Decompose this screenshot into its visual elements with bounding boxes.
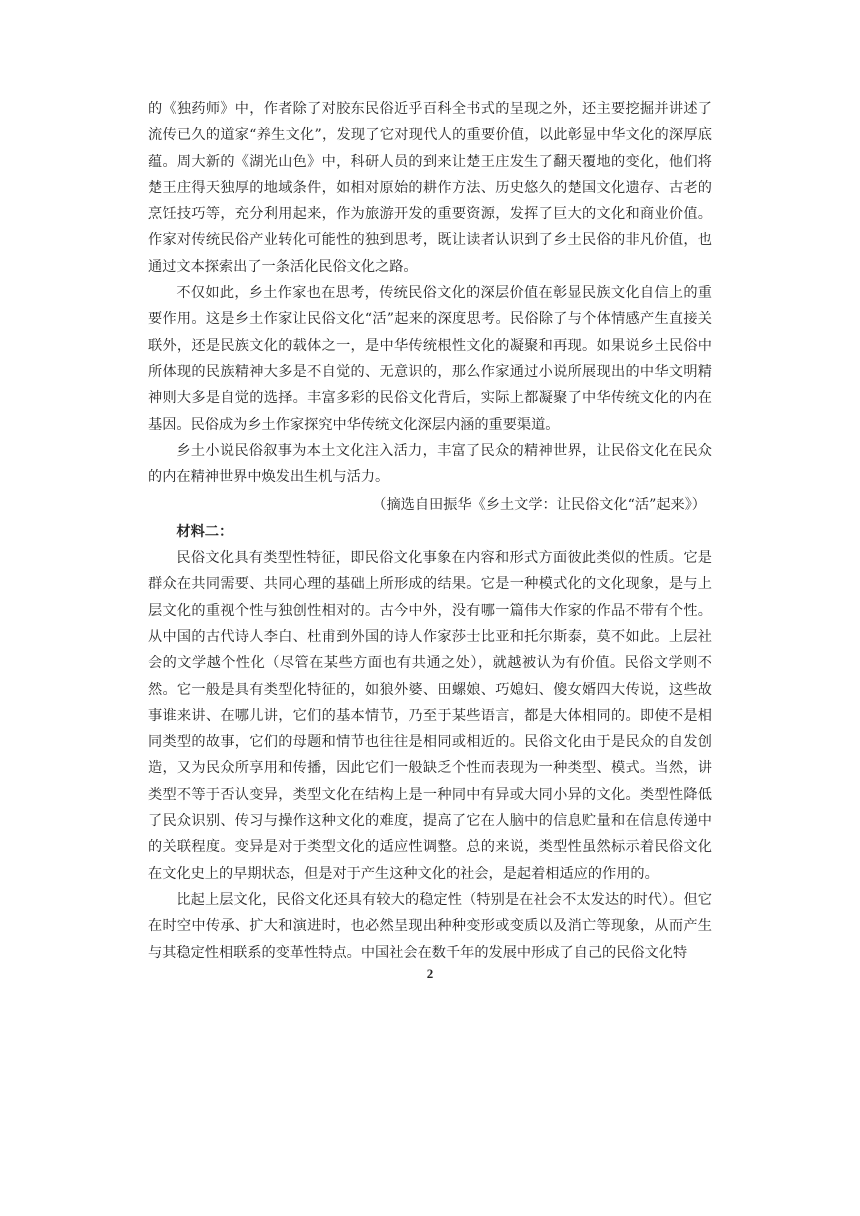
paragraph-4: 民俗文化具有类型性特征，即民俗文化事象在内容和形式方面彼此类似的性质。它是群众在共同需要、共同心理的基础上所形成的结果。它是一种模式化的文化现象，是与上层文化的重视个性与独创性相对的。古今中外，没有哪一篇伟大作家的作品不带有个性。从中国的古代诗人李白、杜甫到外国的诗人作家莎士比亚和托尔斯泰，莫不如此。上层社会的文学越个性化（尽管在某些方面也有共通之处），就越被认为有价值。民俗文学则不然。它一般是具有类型化特征的，如狼外婆、田螺娘、巧媳妇、傻女婿四大传说，这些故事谁来讲、在哪儿讲，它们的基本情节，乃至于某些语言，都是大体相同的。即使不是相同类型的故事，它们的母题和情节也往往是相同或相近的。民俗文化由于是民众的自发创造，又为民众所享用和传播，因此它们一般缺乏个性而表现为一种类型、模式。当然，讲类型不等于否认变异，类型文化在结构上是一种同中有异或大同小异的文化。类型性降低了民众识别、传习与操作这种文化的难度，提高了它在人脑中的信息贮量和在信息传递中的关联程度。变异是对于类型文化的适应性调整。总的来说，类型性虽然标示着民俗文化在文化史上的早期状态，但是对于产生这种文化的社会，是起着相适应的作用的。 bbox=[148, 550, 712, 882]
paragraph-2: 不仅如此，乡土作家也在思考，传统民俗文化的深层价值在彰显民族文化自信上的重要作用。这是乡土作家让民俗文化“活”起来的深度思考。民俗除了与个体情感产生直接关联外，还是民族文化的载体之一，是中华传统根性文化的凝聚和再现。如果说乡土民俗中所体现的民族精神大多是不自觉的、无意识的，那么作家通过小说所展现出的中华文明精神则大多是自觉的选择。丰富多彩的民俗文化背后，实际上都凝聚了中华传统文化的内在基因。民俗成为乡土作家探究中华传统文化深层内涵的重要渠道。 bbox=[148, 285, 712, 433]
source-citation: （摘选自田振华《乡土文学：让民俗文化“活”起来》） bbox=[372, 497, 706, 514]
paragraph-5: 比起上层文化，民俗文化还具有较大的稳定性（特别是在社会不太发达的时代）。但它在时空中传承、扩大和演进时，也必然呈现出种种变形或变质以及消亡等现象，从而产生与其稳定性相联系的变革性特点。中国社会在数千年的发展中形成了自己的民俗文化特 bbox=[148, 891, 712, 961]
paragraph-1: 的《独药师》中，作者除了对胶东民俗近乎百科全书式的呈现之外，还主要挖掘并讲述了流传已久的道家“养生文化”，发现了它对现代人的重要价值，以此彰显中华文化的深厚底蕴。周大新的《湖光山色》中，科研人员的到来让楚王庄发生了翻天覆地的变化，他们将楚王庄得天独厚的地域条件，如相对原始的耕作方法、历史悠久的楚国文化遗存、古老的烹饪技巧等，充分利用起来，作为旅游开发的重要资源，发挥了巨大的文化和商业价值。作家对传统民俗产业转化可能性的独到思考，既让读者认识到了乡土民俗的非凡价值，也通过文本探索出了一条活化民俗文化之路。 bbox=[148, 101, 712, 275]
paragraph-3: 乡土小说民俗叙事为本土文化注入活力，丰富了民众的精神世界，让民俗文化在民众的内在精神世界中焕发出生机与活力。 bbox=[148, 442, 712, 486]
page-number: 2 bbox=[426, 966, 434, 981]
section-heading: 材料二： bbox=[176, 523, 234, 540]
document-page bbox=[148, 96, 712, 966]
